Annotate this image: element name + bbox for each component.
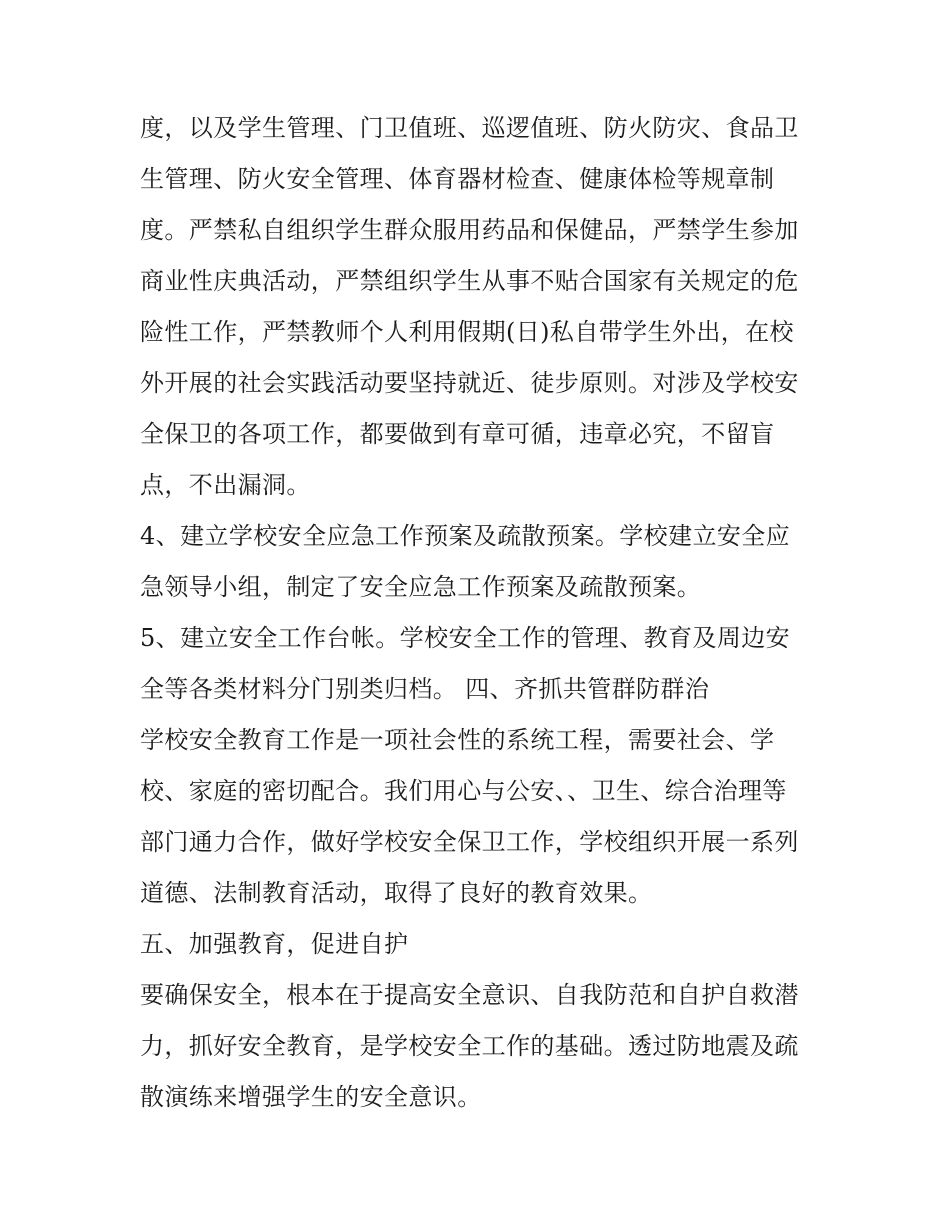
text-line: 度。严禁私自组织学生群众服用药品和保健品，严禁学生参加 [140,216,799,244]
text-line: 险性工作，严禁教师个人利用假期(日)私自带学生外出，在校 [140,318,794,346]
text-line: 校、家庭的密切配合。我们用心与公安、、卫生、综合治理等 [140,777,787,805]
text-line: 部门通力合作，做好学校安全保卫工作，学校组织开展一系列 [140,828,799,856]
text-line: 商业性庆典活动，严禁组织学生从事不贴合国家有关规定的危 [140,267,799,295]
text-line: 4、建立学校安全应急工作预案及疏散预案。学校建立安全应 [140,522,791,550]
text-line: 力，抓好安全教育，是学校安全工作的基础。透过防地震及疏 [140,1032,799,1060]
text-line: 5、建立安全工作台帐。学校安全工作的管理、教育及周边安 [140,624,791,652]
text-line: 外开展的社会实践活动要坚持就近、徒步原则。对涉及学校安 [140,369,799,397]
text-line: 学校安全教育工作是一项社会性的系统工程，需要社会、学 [140,726,775,754]
text-line: 要确保安全，根本在于提高安全意识、自我防范和自护自救潜 [140,981,799,1009]
text-line: 度，以及学生管理、门卫值班、巡逻值班、防火防灾、食品卫 [140,114,799,142]
text-line: 道德、法制教育活动，取得了良好的教育效果。 [140,879,653,907]
text-line: 全等各类材料分门别类归档。 四、齐抓共管群防群治 [140,675,710,703]
document-body [140,103,820,1123]
text-line: 散演练来增强学生的安全意识。 [140,1083,482,1111]
text-line: 生管理、防火安全管理、体育器材检查、健康体检等规章制 [140,165,775,193]
section-heading: 五、加强教育，促进自护 [140,930,409,958]
text-line: 点，不出漏洞。 [140,471,311,499]
text-line: 全保卫的各项工作，都要做到有章可循，违章必究，不留盲 [140,420,775,448]
text-line: 急领导小组，制定了安全应急工作预案及疏散预案。 [140,573,702,601]
